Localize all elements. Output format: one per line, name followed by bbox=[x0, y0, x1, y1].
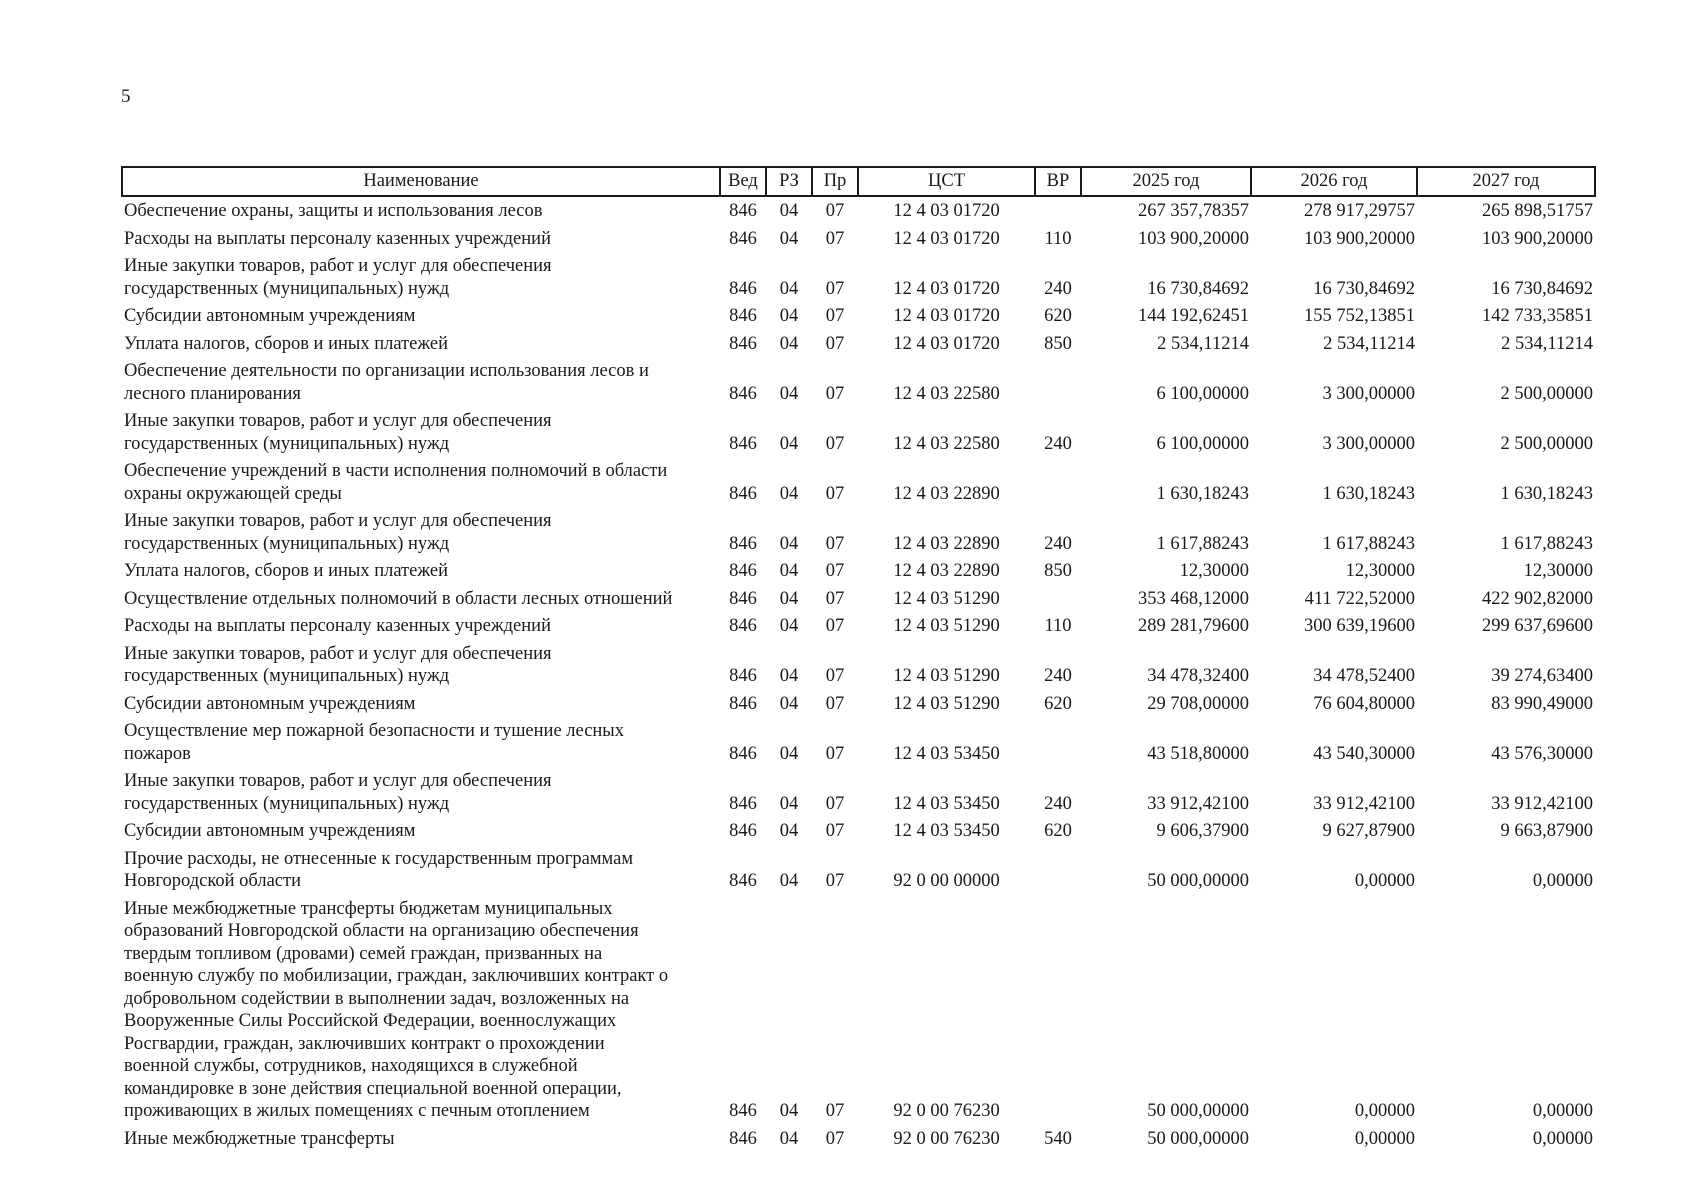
name-line: Иные закупки товаров, работ и услуг для обеспечения bbox=[124, 256, 552, 276]
cell-2025: 144 192,62451 bbox=[1138, 306, 1249, 326]
cell-pr: 07 bbox=[825, 1101, 845, 1121]
table-row bbox=[122, 612, 1595, 640]
cell-pr: 07 bbox=[825, 383, 845, 404]
table-row bbox=[122, 1125, 1595, 1153]
name-line: государственных (муниципальных) нужд bbox=[124, 533, 450, 554]
table-row bbox=[122, 585, 1595, 613]
cell-cst: 12 4 03 51290 bbox=[893, 588, 1000, 609]
cell-rz: 04 bbox=[779, 561, 799, 581]
cell-2026: 3 300,00000 bbox=[1322, 383, 1415, 404]
cell-vr: 240 bbox=[1044, 666, 1072, 686]
cell-pr: 07 bbox=[825, 201, 845, 221]
cell-vr bbox=[1035, 196, 1081, 225]
header-pr: Пр bbox=[812, 167, 858, 196]
table-row bbox=[122, 457, 1595, 507]
name-line: командировке в зоне действия специальной военной операции, bbox=[124, 1078, 622, 1099]
name-line: Обеспечение охраны, защиты и использования лесов bbox=[124, 201, 543, 221]
cell-2027: 16 730,84692 bbox=[1491, 278, 1593, 299]
cell-pr: 07 bbox=[825, 666, 845, 686]
cell-2025: 43 518,80000 bbox=[1147, 743, 1249, 764]
cell-rz: 04 bbox=[779, 666, 799, 686]
cell-ved: 846 bbox=[729, 666, 757, 686]
header-name: Наименование bbox=[122, 167, 720, 196]
header-vr: ВР bbox=[1035, 167, 1081, 196]
cell-ved: 846 bbox=[729, 278, 757, 299]
cell-2026: 16 730,84692 bbox=[1313, 278, 1415, 299]
cell-2025: 33 912,42100 bbox=[1147, 793, 1249, 814]
page-number: 5 bbox=[121, 86, 131, 107]
name-line: Иные межбюджетные трансферты bbox=[124, 1128, 395, 1149]
cell-name bbox=[122, 717, 720, 767]
cell-pr: 07 bbox=[825, 228, 845, 249]
cell-vr bbox=[1035, 895, 1081, 1125]
cell-2027: 299 637,69600 bbox=[1482, 616, 1593, 636]
cell-name bbox=[122, 225, 720, 253]
cell-ved: 846 bbox=[729, 871, 757, 891]
cell-2025: 50 000,00000 bbox=[1147, 1128, 1249, 1149]
table-row bbox=[122, 690, 1595, 718]
cell-rz: 04 bbox=[779, 383, 799, 404]
name-line: военную службу по мобилизации, граждан, заключивших контракт о bbox=[124, 966, 669, 986]
cell-vr: 620 bbox=[1044, 821, 1072, 841]
cell-vr: 110 bbox=[1044, 616, 1072, 636]
cell-2025: 6 100,00000 bbox=[1156, 383, 1249, 404]
cell-cst: 12 4 03 53450 bbox=[893, 743, 1000, 764]
cell-cst: 12 4 03 22580 bbox=[893, 383, 1000, 404]
cell-2026: 1 630,18243 bbox=[1322, 483, 1415, 504]
cell-pr: 07 bbox=[825, 693, 845, 714]
cell-2027: 1 617,88243 bbox=[1500, 533, 1593, 554]
cell-2025: 12,30000 bbox=[1179, 561, 1249, 581]
name-line: Иные межбюджетные трансферты бюджетам муниципальных bbox=[124, 898, 613, 919]
cell-2026: 33 912,42100 bbox=[1313, 793, 1415, 814]
cell-ved: 846 bbox=[729, 793, 757, 814]
name-line: проживающих в жилых помещениях с печным отоплением bbox=[124, 1101, 590, 1121]
cell-2027: 43 576,30000 bbox=[1491, 743, 1593, 764]
cell-2027: 2 534,11214 bbox=[1501, 333, 1593, 354]
cell-pr: 07 bbox=[825, 871, 845, 891]
cell-2026: 0,00000 bbox=[1354, 871, 1415, 891]
cell-cst: 12 4 03 01720 bbox=[893, 306, 1000, 326]
name-line: образований Новгородской области на организацию обеспечения bbox=[124, 921, 639, 941]
table-row bbox=[122, 845, 1595, 895]
cell-2027: 0,00000 bbox=[1532, 1128, 1593, 1149]
cell-2026: 155 752,13851 bbox=[1304, 306, 1415, 326]
cell-ved: 846 bbox=[729, 483, 757, 504]
header-2027: 2027 год bbox=[1417, 167, 1595, 196]
cell-rz: 04 bbox=[779, 483, 799, 504]
name-line: Обеспечение деятельности по организации использования лесов и bbox=[124, 361, 649, 381]
cell-2026: 103 900,20000 bbox=[1304, 228, 1415, 249]
cell-ved: 846 bbox=[729, 821, 757, 841]
cell-cst: 12 4 03 22580 bbox=[893, 433, 1000, 454]
cell-rz: 04 bbox=[779, 693, 799, 714]
header-rz: РЗ bbox=[766, 167, 812, 196]
table-row bbox=[122, 225, 1595, 253]
table-row bbox=[122, 557, 1595, 585]
cell-rz: 04 bbox=[779, 278, 799, 299]
cell-name bbox=[122, 640, 720, 690]
cell-2027: 103 900,20000 bbox=[1482, 228, 1593, 249]
cell-pr: 07 bbox=[825, 1128, 845, 1149]
cell-2027: 2 500,00000 bbox=[1500, 433, 1593, 454]
cell-ved: 846 bbox=[729, 383, 757, 404]
table-row bbox=[122, 330, 1595, 358]
cell-2025: 289 281,79600 bbox=[1138, 616, 1249, 636]
table-row bbox=[122, 507, 1595, 557]
cell-2027: 142 733,35851 bbox=[1482, 306, 1593, 326]
cell-2026: 76 604,80000 bbox=[1313, 693, 1415, 714]
name-line: Вооруженные Силы Российской Федерации, военнослужащих bbox=[124, 1011, 617, 1031]
table-row bbox=[122, 767, 1595, 817]
cell-vr: 110 bbox=[1044, 228, 1072, 249]
name-line: Расходы на выплаты персоналу казенных учреждений bbox=[124, 616, 551, 636]
cell-name bbox=[122, 407, 720, 457]
cell-vr: 850 bbox=[1044, 561, 1072, 581]
cell-2025: 6 100,00000 bbox=[1156, 433, 1249, 454]
cell-cst: 12 4 03 53450 bbox=[893, 821, 1000, 841]
name-line: Обеспечение учреждений в части исполнения полномочий в области bbox=[124, 461, 668, 481]
cell-rz: 04 bbox=[779, 433, 799, 454]
cell-2027: 2 500,00000 bbox=[1500, 383, 1593, 404]
name-line: Субсидии автономным учреждениям bbox=[124, 693, 416, 714]
cell-rz: 04 bbox=[779, 1128, 799, 1149]
name-line: Осуществление отдельных полномочий в области лесных отношений bbox=[124, 588, 673, 609]
cell-2025: 103 900,20000 bbox=[1138, 228, 1249, 249]
header-cst: ЦСТ bbox=[858, 167, 1035, 196]
cell-name bbox=[122, 507, 720, 557]
table-row bbox=[122, 817, 1595, 845]
cell-rz: 04 bbox=[779, 306, 799, 326]
cell-name bbox=[122, 252, 720, 302]
cell-cst: 12 4 03 01720 bbox=[893, 278, 1000, 299]
name-line: государственных (муниципальных) нужд bbox=[124, 278, 450, 299]
name-line: государственных (муниципальных) нужд bbox=[124, 793, 450, 814]
cell-ved: 846 bbox=[729, 616, 757, 636]
cell-name bbox=[122, 585, 720, 613]
cell-2027: 265 898,51757 bbox=[1482, 201, 1593, 221]
cell-vr: 620 bbox=[1044, 306, 1072, 326]
cell-ved: 846 bbox=[729, 1128, 757, 1149]
table-row bbox=[122, 717, 1595, 767]
cell-ved: 846 bbox=[729, 533, 757, 554]
cell-pr: 07 bbox=[825, 533, 845, 554]
cell-vr: 540 bbox=[1044, 1128, 1072, 1149]
cell-2027: 9 663,87900 bbox=[1500, 821, 1593, 841]
name-line: твердым топливом (дровами) семей граждан, призванных на bbox=[124, 943, 603, 964]
name-line: государственных (муниципальных) нужд bbox=[124, 433, 450, 454]
cell-2027: 1 630,18243 bbox=[1500, 483, 1593, 504]
cell-2026: 278 917,29757 bbox=[1304, 201, 1415, 221]
name-line: пожаров bbox=[124, 743, 191, 764]
cell-pr: 07 bbox=[825, 333, 845, 354]
name-line: охраны окружающей среды bbox=[124, 483, 342, 504]
cell-name bbox=[122, 817, 720, 845]
header-2025: 2025 год bbox=[1081, 167, 1251, 196]
cell-pr: 07 bbox=[825, 588, 845, 609]
cell-name bbox=[122, 895, 720, 1125]
table-row bbox=[122, 407, 1595, 457]
cell-vr bbox=[1035, 845, 1081, 895]
table-row bbox=[122, 302, 1595, 330]
cell-2026: 411 722,52000 bbox=[1304, 588, 1415, 609]
cell-2025: 9 606,37900 bbox=[1156, 821, 1249, 841]
cell-cst: 12 4 03 51290 bbox=[893, 693, 1000, 714]
cell-vr: 240 bbox=[1044, 793, 1072, 814]
header-2026: 2026 год bbox=[1251, 167, 1417, 196]
cell-ved: 846 bbox=[729, 228, 757, 249]
cell-vr: 240 bbox=[1044, 278, 1072, 299]
cell-rz: 04 bbox=[779, 1101, 799, 1121]
name-line: Иные закупки товаров, работ и услуг для обеспечения bbox=[124, 511, 552, 531]
cell-2026: 43 540,30000 bbox=[1313, 743, 1415, 764]
cell-cst: 12 4 03 01720 bbox=[893, 333, 1000, 354]
cell-pr: 07 bbox=[825, 793, 845, 814]
cell-pr: 07 bbox=[825, 433, 845, 454]
cell-ved: 846 bbox=[729, 201, 757, 221]
name-line: Иные закупки товаров, работ и услуг для обеспечения bbox=[124, 771, 552, 791]
name-line: Прочие расходы, не отнесенные к государственным программам bbox=[124, 848, 634, 869]
table-row bbox=[122, 895, 1595, 1125]
cell-pr: 07 bbox=[825, 743, 845, 764]
cell-name bbox=[122, 330, 720, 358]
cell-pr: 07 bbox=[825, 821, 845, 841]
cell-2027: 422 902,82000 bbox=[1482, 588, 1593, 609]
cell-cst: 92 0 00 76230 bbox=[893, 1101, 1000, 1121]
cell-2025: 2 534,11214 bbox=[1157, 333, 1249, 354]
cell-2025: 267 357,78357 bbox=[1138, 201, 1249, 221]
table-row bbox=[122, 196, 1595, 225]
cell-2026: 2 534,11214 bbox=[1323, 333, 1415, 354]
cell-name bbox=[122, 1125, 720, 1153]
cell-rz: 04 bbox=[779, 228, 799, 249]
name-line: Субсидии автономным учреждениям bbox=[124, 821, 416, 841]
cell-2027: 0,00000 bbox=[1532, 1101, 1593, 1121]
cell-2025: 353 468,12000 bbox=[1138, 588, 1249, 609]
cell-ved: 846 bbox=[729, 588, 757, 609]
cell-pr: 07 bbox=[825, 561, 845, 581]
cell-cst: 12 4 03 01720 bbox=[893, 228, 1000, 249]
cell-2025: 1 617,88243 bbox=[1156, 533, 1249, 554]
name-line: военной службы, сотрудников, находящихся в служебной bbox=[124, 1056, 578, 1076]
cell-name bbox=[122, 612, 720, 640]
cell-name bbox=[122, 767, 720, 817]
name-line: Расходы на выплаты персоналу казенных учреждений bbox=[124, 228, 551, 249]
budget-table bbox=[121, 166, 1596, 1152]
name-line: Уплата налогов, сборов и иных платежей bbox=[124, 333, 449, 354]
table-header-row bbox=[122, 167, 1595, 196]
cell-vr bbox=[1035, 585, 1081, 613]
name-line: Росгвардии, граждан, заключивших контракт о прохождении bbox=[124, 1033, 605, 1054]
cell-cst: 12 4 03 22890 bbox=[893, 483, 1000, 504]
cell-rz: 04 bbox=[779, 588, 799, 609]
cell-name bbox=[122, 302, 720, 330]
name-line: государственных (муниципальных) нужд bbox=[124, 666, 450, 686]
cell-rz: 04 bbox=[779, 821, 799, 841]
cell-cst: 12 4 03 22890 bbox=[893, 533, 1000, 554]
name-line: добровольном содействии в выполнении задач, возложенных на bbox=[124, 988, 630, 1009]
cell-ved: 846 bbox=[729, 333, 757, 354]
name-line: Субсидии автономным учреждениям bbox=[124, 306, 416, 326]
cell-name bbox=[122, 690, 720, 718]
cell-pr: 07 bbox=[825, 306, 845, 326]
cell-rz: 04 bbox=[779, 333, 799, 354]
cell-rz: 04 bbox=[779, 533, 799, 554]
name-line: Уплата налогов, сборов и иных платежей bbox=[124, 561, 449, 581]
cell-cst: 12 4 03 01720 bbox=[893, 201, 1000, 221]
cell-vr: 620 bbox=[1044, 693, 1072, 714]
cell-2026: 3 300,00000 bbox=[1322, 433, 1415, 454]
cell-pr: 07 bbox=[825, 616, 845, 636]
cell-2025: 29 708,00000 bbox=[1147, 693, 1249, 714]
name-line: Иные закупки товаров, работ и услуг для обеспечения bbox=[124, 411, 552, 431]
header-ved: Вед bbox=[720, 167, 766, 196]
cell-name bbox=[122, 557, 720, 585]
cell-2025: 16 730,84692 bbox=[1147, 278, 1249, 299]
cell-2025: 50 000,00000 bbox=[1147, 1101, 1249, 1121]
table-row bbox=[122, 252, 1595, 302]
cell-vr: 850 bbox=[1044, 333, 1072, 354]
cell-ved: 846 bbox=[729, 306, 757, 326]
cell-2025: 50 000,00000 bbox=[1147, 871, 1249, 891]
cell-vr bbox=[1035, 357, 1081, 407]
cell-cst: 92 0 00 76230 bbox=[893, 1128, 1000, 1149]
cell-name bbox=[122, 845, 720, 895]
cell-2027: 39 274,63400 bbox=[1491, 666, 1593, 686]
cell-ved: 846 bbox=[729, 1101, 757, 1121]
name-line: Осуществление мер пожарной безопасности и тушение лесных bbox=[124, 721, 624, 741]
table-row bbox=[122, 640, 1595, 690]
name-line: Иные закупки товаров, работ и услуг для обеспечения bbox=[124, 643, 552, 664]
cell-ved: 846 bbox=[729, 693, 757, 714]
cell-2026: 9 627,87900 bbox=[1322, 821, 1415, 841]
cell-2027: 33 912,42100 bbox=[1491, 793, 1593, 814]
cell-cst: 12 4 03 22890 bbox=[893, 561, 1000, 581]
cell-name bbox=[122, 196, 720, 225]
cell-2026: 300 639,19600 bbox=[1304, 616, 1415, 636]
cell-ved: 846 bbox=[729, 433, 757, 454]
cell-2025: 34 478,32400 bbox=[1147, 666, 1249, 686]
cell-rz: 04 bbox=[779, 871, 799, 891]
cell-vr: 240 bbox=[1044, 433, 1072, 454]
cell-rz: 04 bbox=[779, 743, 799, 764]
cell-cst: 12 4 03 51290 bbox=[893, 616, 1000, 636]
cell-2027: 12,30000 bbox=[1523, 561, 1593, 581]
cell-pr: 07 bbox=[825, 278, 845, 299]
cell-vr bbox=[1035, 717, 1081, 767]
cell-cst: 12 4 03 51290 bbox=[893, 666, 1000, 686]
cell-rz: 04 bbox=[779, 616, 799, 636]
cell-2025: 1 630,18243 bbox=[1156, 483, 1249, 504]
cell-2026: 1 617,88243 bbox=[1322, 533, 1415, 554]
table-body bbox=[122, 196, 1595, 1152]
cell-name bbox=[122, 457, 720, 507]
cell-cst: 12 4 03 53450 bbox=[893, 793, 1000, 814]
cell-2027: 0,00000 bbox=[1532, 871, 1593, 891]
cell-pr: 07 bbox=[825, 483, 845, 504]
cell-ved: 846 bbox=[729, 743, 757, 764]
table-row bbox=[122, 357, 1595, 407]
cell-vr bbox=[1035, 457, 1081, 507]
cell-2026: 12,30000 bbox=[1345, 561, 1415, 581]
name-line: лесного планирования bbox=[124, 383, 301, 404]
cell-vr: 240 bbox=[1044, 533, 1072, 554]
cell-2027: 83 990,49000 bbox=[1491, 693, 1593, 714]
cell-rz: 04 bbox=[779, 793, 799, 814]
cell-rz: 04 bbox=[779, 201, 799, 221]
cell-name bbox=[122, 357, 720, 407]
cell-2026: 0,00000 bbox=[1354, 1101, 1415, 1121]
cell-2026: 0,00000 bbox=[1354, 1128, 1415, 1149]
name-line: Новгородской области bbox=[124, 871, 301, 891]
cell-ved: 846 bbox=[729, 561, 757, 581]
cell-cst: 92 0 00 00000 bbox=[893, 871, 1000, 891]
cell-2026: 34 478,52400 bbox=[1313, 666, 1415, 686]
